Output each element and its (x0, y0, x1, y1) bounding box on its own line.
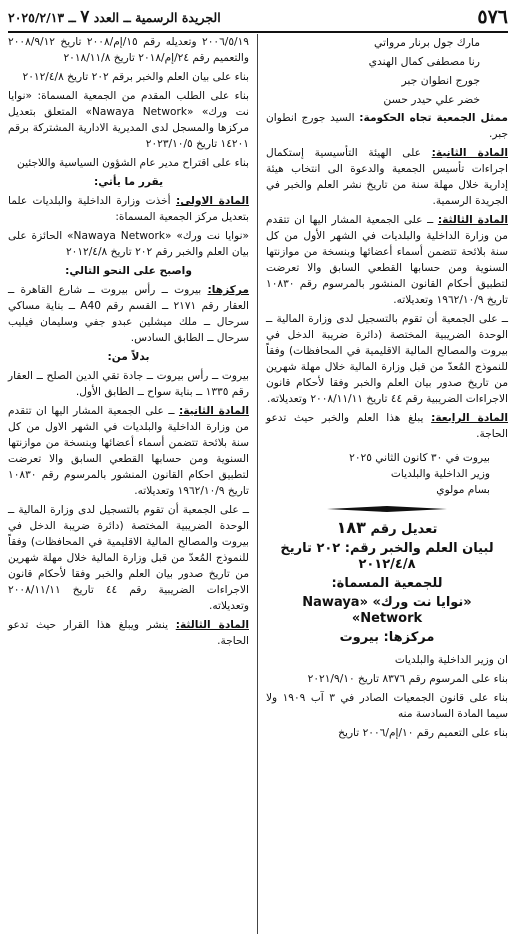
article-text: يبلغ هذا العلم والخبر حيث تدعو الحاجة. (266, 412, 508, 440)
article-label: المادة الثالثة: (437, 214, 508, 226)
preamble-line: بناء على بيان العلم والخبر برقم ٢٠٢ تاريخ ٢٠١٢/٤/٨ (22, 71, 249, 83)
preamble-line: بناء على المرسوم رقم ٨٣٧٦ تاريخ ٢٠٢١/٩/١٠ (307, 673, 508, 685)
article-2 (266, 145, 508, 209)
rep-value: السيد جورج انطوان جبر. (266, 112, 508, 140)
header-title (8, 7, 221, 27)
signature-block (266, 450, 508, 498)
article-1 (8, 193, 249, 225)
section-separator (266, 506, 508, 512)
article-3 (266, 212, 508, 308)
amendment-subtitle: لبيان العلم والخبر رقم: ٢٠٢ تاريخ ٢٠١٢/٤/٨ (280, 541, 494, 572)
article-label: المادة الثالثة: (175, 619, 249, 631)
hq-text: بيروت ــ رأس بيروت ــ شارع القاهرة ــ العقار رقم ٢١٧١ ــ القسم رقم A40 ــ بناية مساكي سرحال ــ ملك ميشلين عبدو جفي وسليمان فيليب سرحال ــ الطابق السادس. (8, 284, 249, 344)
preamble-line: ان وزير الداخلية والبلديات (394, 654, 508, 666)
preamble-line: بناء على الطلب المقدم من الجمعية المسماة: «نوايا نت ورك» «Nawaya Network» المتعلق بتعديل مركزها والمسجل لدى المديرية الادارية المشتركة برقم ١٤٢٠١ تاريخ ٢٠٢٣/١٠/٥ (8, 90, 250, 150)
government-representative (266, 110, 508, 142)
article-text: ينشر ويبلغ هذا القرار حيث تدعو الحاجة. (8, 619, 249, 647)
issue-date: ــ ٢٠٢٥/٢/١٣ (8, 10, 76, 25)
sign-place-date: بيروت في ٣٠ كانون الثاني ٢٠٢٥ (349, 452, 490, 464)
founder-name: خضر علي حيدر حسن (383, 93, 480, 106)
article-label: المادة الاولى: (175, 195, 250, 207)
amendment-prefix: تعديل رقم (370, 522, 438, 537)
preamble-line: بناء على التعميم رقم ١٠/إم/٢٠٠٦ تاريخ (338, 727, 508, 739)
amendment-number: ١٨٣ (336, 518, 366, 537)
founder-name: رنا مصطفى كمال الهندي (368, 55, 480, 68)
article-text: على الهيئة التأسيسية إستكمال اجراءات تأسيس الجمعية والدعوة الى انتخاب هيئة إدارية خلال مهلة سنة من تاريخ نشر العلم والخبر في الجريدة الرسمية. (266, 147, 508, 207)
page-number: ٥٧٦ (477, 6, 508, 28)
article-text: ــ على الجمعية المشار اليها ان تتقدم من وزارة الداخلية والبلديات في الشهر الاول من كل سنة بلائحة تتضمن أسماء أعضائها وبنسخة من موازنتها السنوية ومن حسابها القطعي السابق والا تعرضت لتطبيق احكام القانون المنشور بالمرسوم رقم ١٠٨٣٠ تاريخ ١٩٦٢/١٠/٩ وتعديلاته. (8, 405, 249, 497)
page-header (8, 6, 508, 28)
article-3 (8, 617, 249, 649)
preamble-line: بناء على قانون الجمعيات الصادر في ٣ آب ١٩٠٩ ولا سيما المادة السادسة منه (266, 692, 509, 720)
article-4 (266, 410, 508, 442)
instead-heading: بدلاً من: (107, 351, 150, 363)
tax-registration-clause: ــ على الجمعية أن تقوم بالتسجيل لدى وزارة المالية ــ الوحدة الضريبية المختصة (دائرة ضريبة الدخل في بيروت والمصالح المالية الاقليمية في المحافظات) وفقاً للنموذج المُعدّ من قبل وزارة المالية خلال مهلة شهرين من تاريخ صدور بيان العلم والخبر وفقا لأحكام قانون الاجراءات الضريبية رقم ٤٤ تاريخ ٢٠٠٨/١١/١١ وتعديلاته. (266, 313, 508, 405)
article-1-continued: «نوايا نت ورك» «Nawaya Network» الحائزة على بيان العلم والخبر رقم ٢٠٢ تاريخ ٢٠١٢/٤/٨ (8, 230, 249, 258)
association-hq: مركزها: بيروت (339, 630, 435, 645)
old-headquarters: بيروت ــ رأس بيروت ــ جادة تقي الدين الصلح ــ العقار رقم ١٣٣٥ ــ بناية سواح ــ الطابق الأول. (8, 370, 249, 398)
header-rule (8, 31, 508, 33)
issue-number: ٧ (80, 7, 90, 27)
columns (8, 34, 508, 934)
amendment-title (266, 520, 508, 538)
became-heading: واصبح على النحو التالي: (65, 265, 192, 277)
new-headquarters (8, 282, 249, 346)
founder-name: جورج انطوان جبر (401, 74, 480, 87)
gazette-title: الجريدة الرسمية ــ العدد (93, 10, 221, 25)
right-column (258, 34, 508, 934)
association-name: «نوايا نت ورك» «Nawaya Network» (302, 595, 472, 626)
amendment-subtitle-2: للجمعية المسماة: (331, 576, 443, 591)
article-label: المادة الرابعة: (431, 412, 508, 424)
sign-title: وزير الداخلية والبلديات (390, 468, 490, 480)
preamble-line: بناء على اقتراح مدير عام الشؤون السياسية واللاجئين (17, 157, 249, 169)
rep-label: ممثل الجمعية تجاه الحكومة: (359, 112, 508, 124)
article-2 (8, 403, 249, 499)
article-label: المادة الثانية: (178, 405, 249, 417)
tax-registration-clause: ــ على الجمعية أن تقوم بالتسجيل لدى وزارة المالية ــ الوحدة الضريبية المختصة (دائرة ضريبة الدخل في بيروت والمصالح المالية الاقليمية في المحافظات) وفقاً للنموذج المُعدّ من قبل وزارة المالية خلال مهلة شهرين من تاريخ صدور بيان العلم والخبر وفقا لأحكام قانون الاجراءات الضريبية رقم ٤٤ تاريخ ٢٠٠٨/١١/١١ وتعديلاته. (8, 504, 249, 612)
founders-list (266, 34, 508, 108)
decides-heading: يقرر ما يأتي: (93, 176, 164, 188)
article-label: المادة الثانية: (431, 147, 508, 159)
article-text: أخذت وزارة الداخلية والبلديات علما بتعديل مركز الجمعية المسماة: (8, 195, 249, 223)
left-column (8, 34, 258, 934)
preamble-line: ٢٠٠٦/٥/١٩ وتعديله رقم ١٥/إم/٢٠٠٨ تاريخ ٢٠٠٨/٩/١٢ والتعميم رقم ٢٤/إم/٢٠١٨ تاريخ ٢٠١٨/١١/٨ (8, 36, 249, 64)
sign-name: بسام مولوي (436, 484, 490, 496)
founder-name: مارك جول برنار مرواتي (373, 36, 480, 49)
hq-label: مركزها: (207, 284, 249, 296)
article-text: ــ على الجمعية المشار اليها ان تتقدم من وزارة الداخلية والبلديات في الشهر الأول من كل سنة بلائحة تتضمن أسماء أعضائها وبنسخة من موازنتها السنوية ومن حسابها القطعي السابق والا تعرضت لتطبيق أحكام القانون المنشور بالمرسوم رقم ١٠٨٣٠ تاريخ ١٩٦٢/١٠/٩ وتعديلاته. (266, 214, 508, 306)
